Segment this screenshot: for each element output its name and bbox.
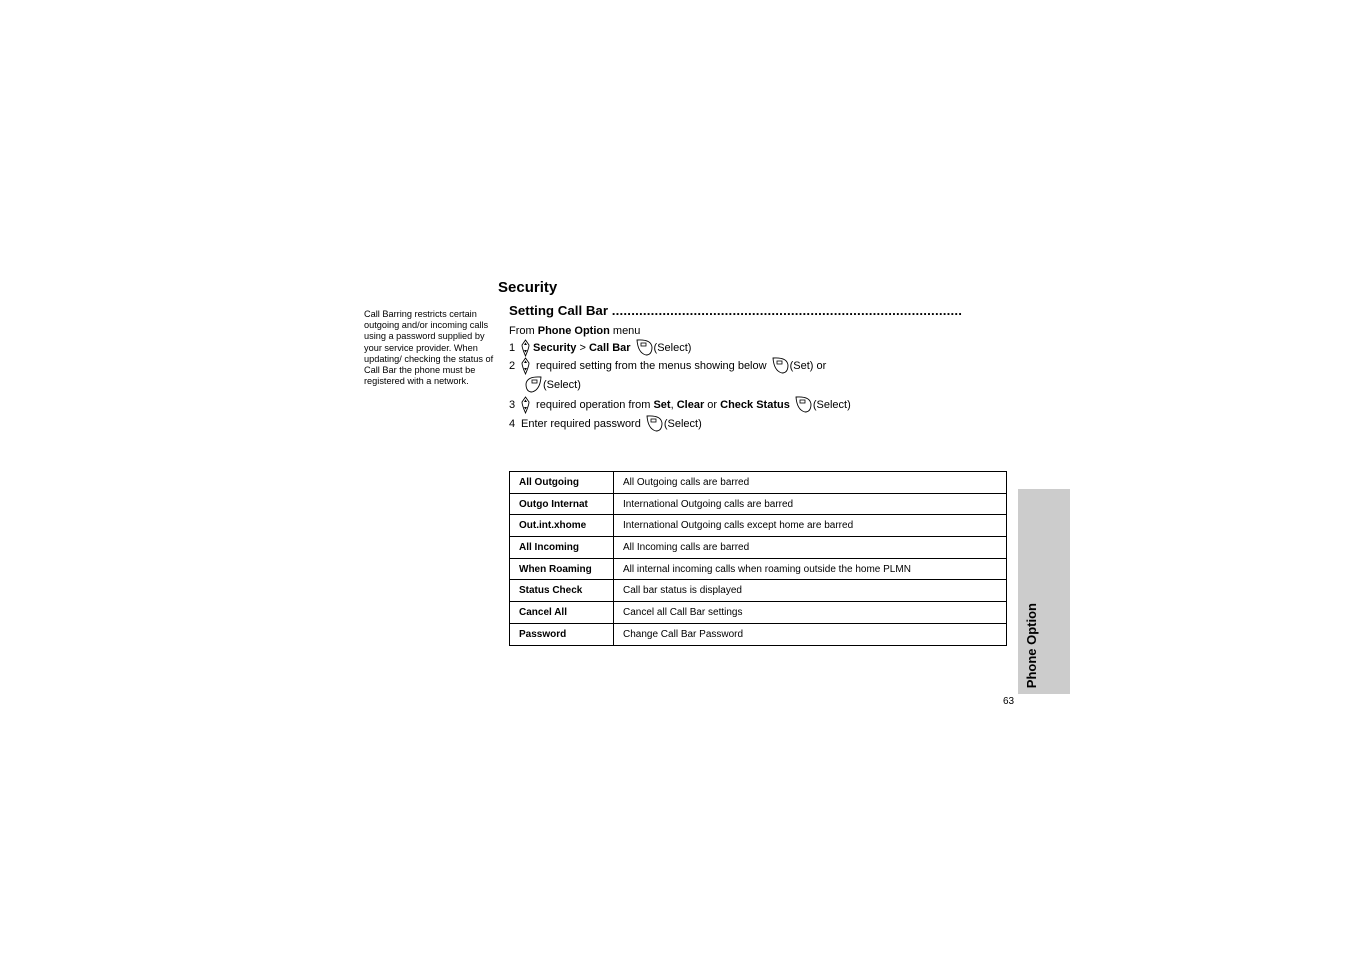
option-description: All Incoming calls are barred: [614, 537, 1007, 559]
from-line: [509, 325, 640, 337]
option-name: All Outgoing: [510, 472, 614, 494]
subsection-title: [509, 303, 1006, 318]
soft-key-icon: [645, 414, 664, 433]
option-name: Cancel All: [510, 602, 614, 624]
option-description: Change Call Bar Password: [614, 623, 1007, 645]
step-bold: Check Status: [720, 398, 790, 411]
table-row: [510, 537, 1007, 559]
option-name: Password: [510, 623, 614, 645]
nav-key-icon: [521, 357, 530, 375]
from-prefix: From: [509, 325, 538, 337]
step-bold: Clear: [676, 398, 705, 411]
step-comma: ,: [670, 398, 677, 411]
step-number: 1: [509, 341, 516, 354]
step-key-label: (Select): [543, 378, 581, 391]
step-1: [509, 338, 691, 357]
step-4: [509, 414, 702, 433]
table-row: [510, 493, 1007, 515]
step-bold: Set: [653, 398, 671, 411]
step-or: or: [704, 398, 721, 411]
leader-dots: ..........................................................................................: [611, 303, 963, 318]
section-title: Security: [498, 279, 558, 296]
side-tab: [1018, 489, 1070, 694]
step-2: [509, 356, 826, 375]
from-suffix: menu: [609, 325, 641, 337]
soft-key-icon: [635, 338, 654, 357]
options-table: [509, 471, 1007, 646]
nav-key-icon: [521, 396, 530, 414]
step-bold: Security: [533, 341, 577, 354]
step-number: 2: [509, 359, 516, 372]
step-text: required setting from the menus showing below: [533, 359, 767, 372]
option-description: International Outgoing calls except home are barred: [614, 515, 1007, 537]
option-description: International Outgoing calls are barred: [614, 493, 1007, 515]
step-2-continued: [524, 375, 581, 394]
table-row: [510, 472, 1007, 494]
option-description: All Outgoing calls are barred: [614, 472, 1007, 494]
table-row: [510, 580, 1007, 602]
step-key-label: (Set) or: [789, 359, 827, 372]
step-text: Enter required password: [521, 417, 641, 430]
step-text: required operation from: [533, 398, 654, 411]
step-key-label: (Select): [812, 398, 851, 411]
soft-key-icon: [771, 356, 790, 375]
from-menu: Phone Option: [537, 325, 610, 337]
step-sep: >: [576, 341, 589, 354]
step-3: [509, 395, 851, 414]
soft-key-icon: [794, 395, 813, 414]
side-tab-label: Phone Option: [1024, 602, 1039, 688]
option-name: Outgo Internat: [510, 493, 614, 515]
option-name: Out.int.xhome: [510, 515, 614, 537]
option-description: All internal incoming calls when roaming outside the home PLMN: [614, 558, 1007, 580]
option-description: Cancel all Call Bar settings: [614, 602, 1007, 624]
nav-key-icon: [521, 339, 530, 357]
sidenote: Call Barring restricts certain outgoing and/or incoming calls using a password supplied by your service provider. When updating/ checking the status of Call Bar the phone must be registered with a network.: [364, 309, 494, 387]
step-bold: Call Bar: [588, 341, 631, 354]
table-row: [510, 623, 1007, 645]
step-key-label: (Select): [663, 417, 702, 430]
option-name: All Incoming: [510, 537, 614, 559]
step-number: 4: [509, 417, 516, 430]
step-key-label: (Select): [653, 341, 692, 354]
table-row: [510, 558, 1007, 580]
option-description: Call bar status is displayed: [614, 580, 1007, 602]
page-number: 63: [1003, 696, 1015, 707]
table-row: [510, 515, 1007, 537]
option-name: Status Check: [510, 580, 614, 602]
step-number: 3: [509, 398, 516, 411]
table-row: [510, 602, 1007, 624]
subsection-title-text: Setting Call Bar: [509, 303, 609, 318]
soft-key-right-icon: [524, 375, 543, 394]
option-name: When Roaming: [510, 558, 614, 580]
